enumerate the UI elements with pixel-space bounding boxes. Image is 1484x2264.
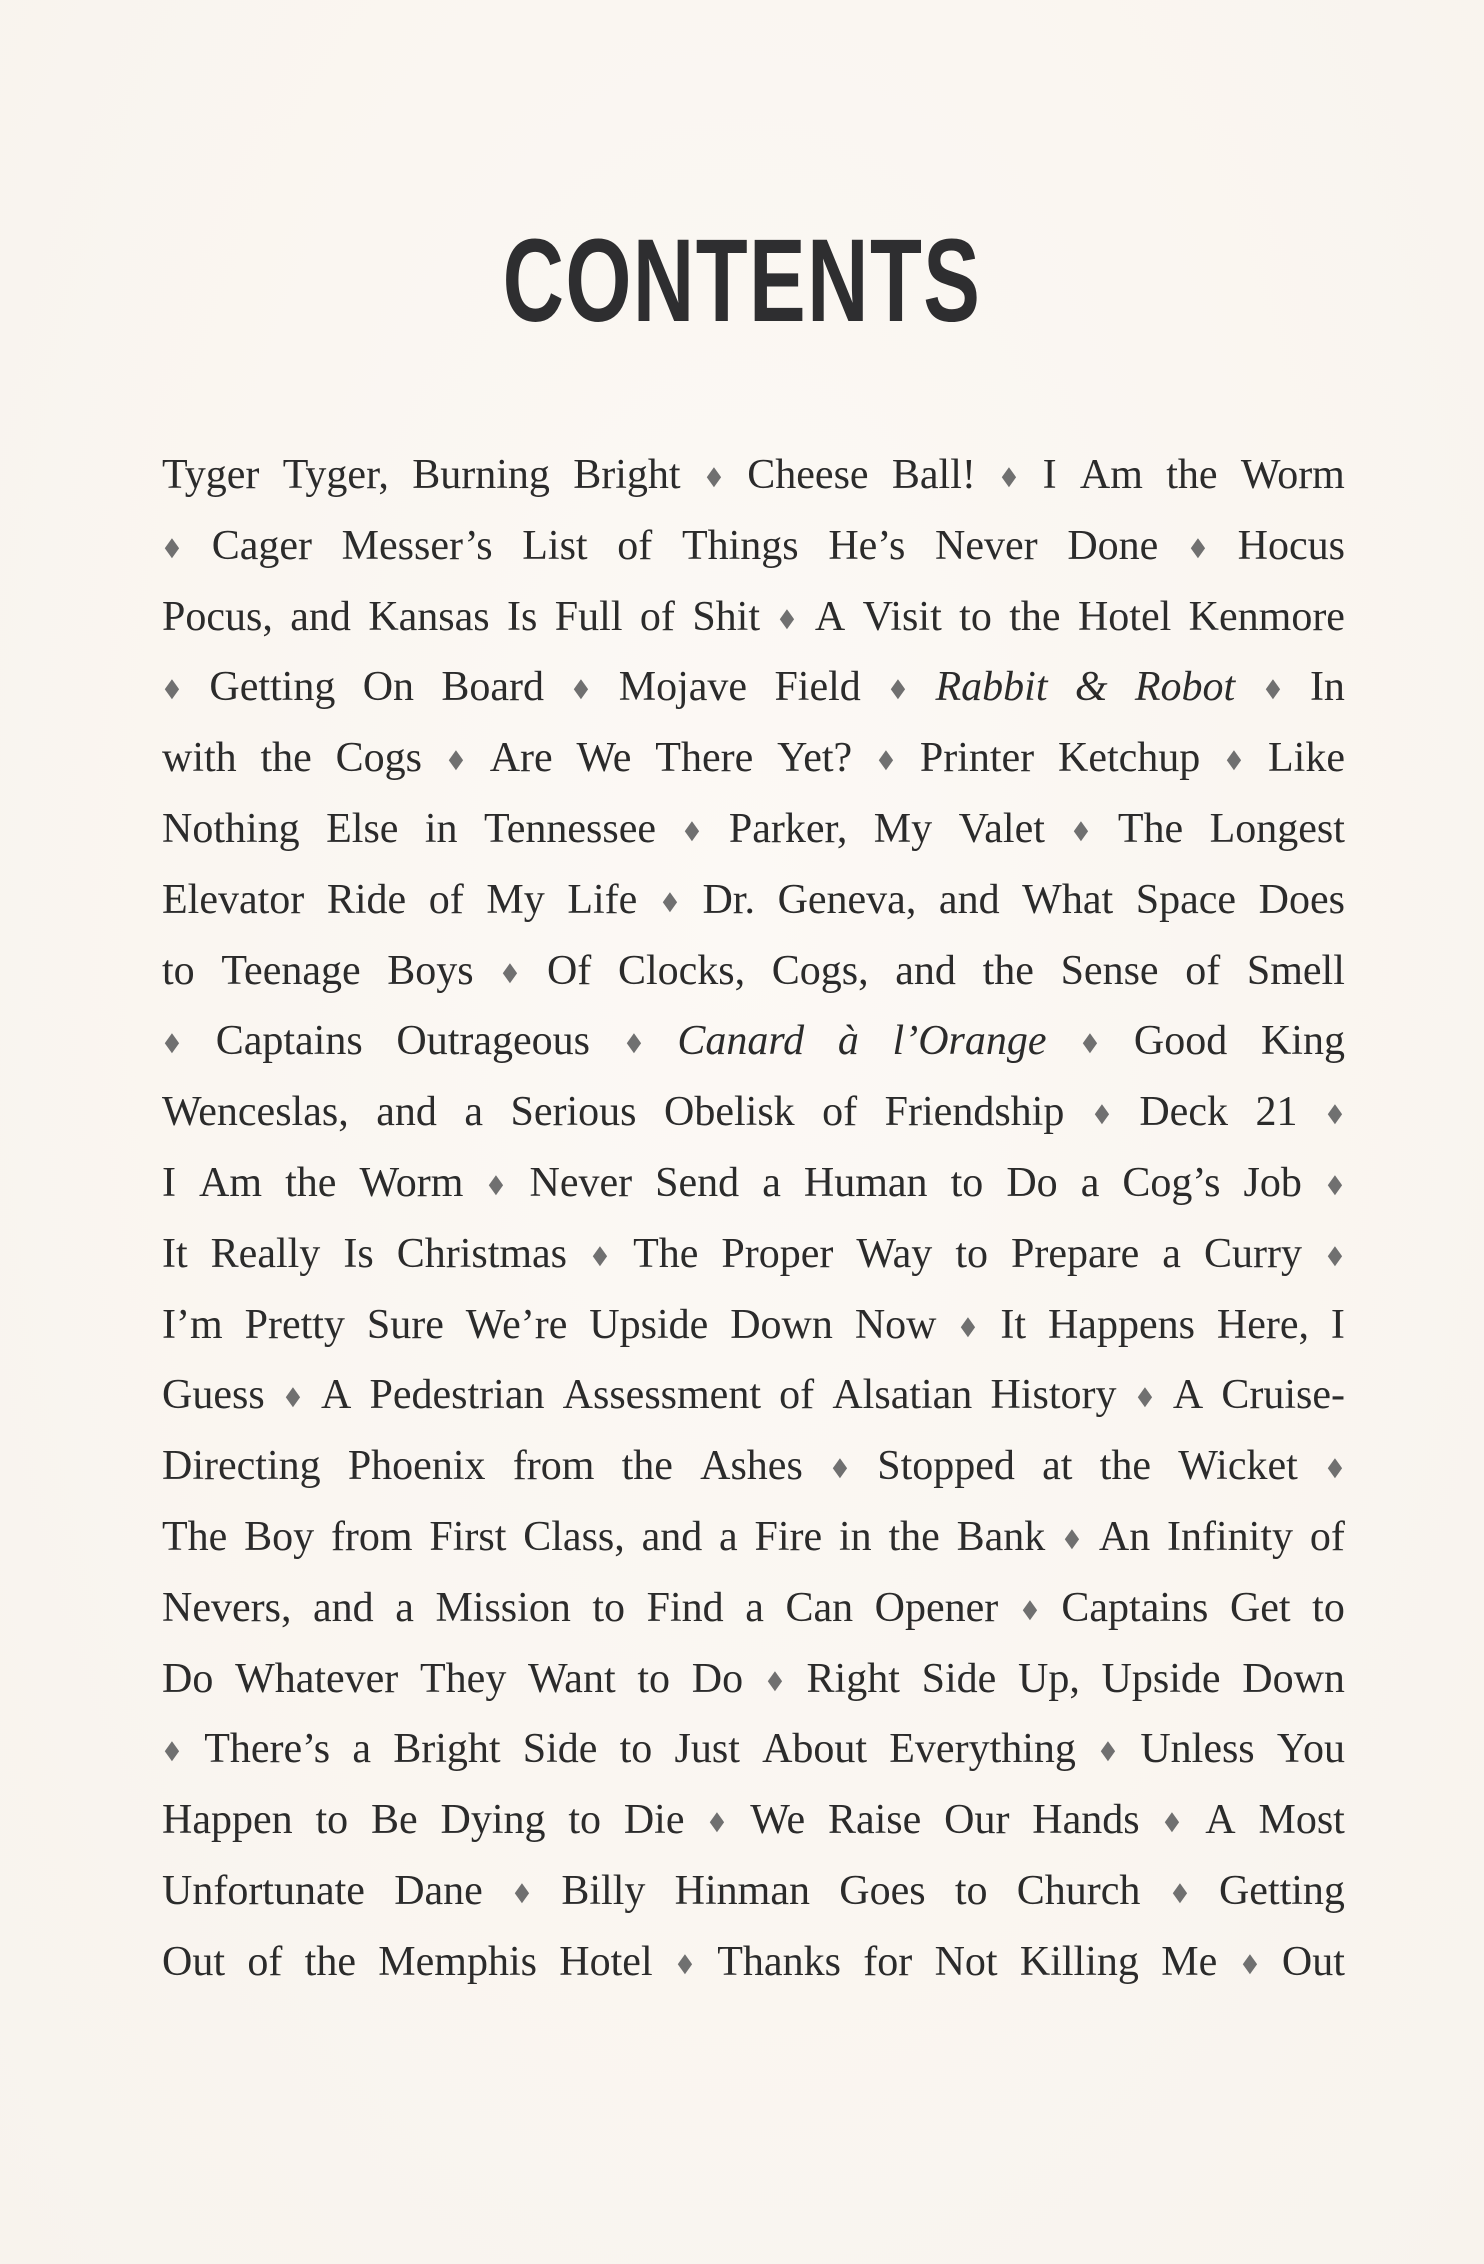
chapter-title-word: Does (1258, 876, 1345, 923)
chapter-title-word: Printer (919, 735, 1035, 782)
contents-line (162, 1431, 1345, 1502)
chapter-title-word: Send (655, 1159, 740, 1206)
diamond-separator-icon: ◆ (1226, 744, 1242, 774)
contents-line (162, 440, 1345, 511)
chapter-title-word: History (990, 1372, 1117, 1419)
diamond-separator-icon: ◆ (767, 1664, 782, 1694)
chapter-title-word: We (750, 1797, 806, 1844)
chapter-title-word: Guess (162, 1372, 265, 1419)
diamond-separator-icon: ◆ (1100, 1735, 1116, 1765)
chapter-title-word: Clocks, (617, 947, 746, 994)
chapter-title-word: Are (489, 735, 553, 782)
chapter-title-word: Yet? (777, 735, 853, 782)
chapter-title-word: There’s (204, 1726, 331, 1773)
contents-line (162, 1077, 1345, 1148)
chapter-title-word: Hands (1032, 1797, 1140, 1844)
chapter-title-word: Boy (244, 1513, 315, 1560)
diamond-separator-icon: ◆ (662, 885, 678, 915)
chapter-title-word: Me (1161, 1938, 1218, 1985)
chapter-title-word: Dane (394, 1867, 483, 1914)
chapter-title-word: of (779, 1372, 815, 1419)
chapter-title-word: the (1166, 452, 1218, 498)
chapter-title-word: of (822, 1089, 858, 1136)
chapter-title-word: Do (1006, 1159, 1058, 1206)
diamond-separator-icon: ◆ (626, 1027, 641, 1057)
chapter-title-word: Hotel (1077, 593, 1172, 640)
chapter-title-word: Else (326, 805, 399, 852)
chapter-title-word: to (619, 1726, 653, 1773)
chapter-title-word: An (1098, 1513, 1151, 1560)
chapter-title-word: There (655, 735, 754, 782)
diamond-separator-icon: ◆ (1064, 1522, 1080, 1552)
chapter-title-word: Elevator (162, 876, 305, 923)
diamond-separator-icon: ◆ (878, 744, 894, 774)
chapter-title-word: Am (199, 1159, 263, 1206)
chapter-title-word: the (1099, 1443, 1151, 1490)
chapter-title-word: Cager (211, 522, 312, 569)
chapter-title-word: Dying (440, 1797, 546, 1844)
chapter-title-word: the (304, 1938, 356, 1985)
chapter-title-word: Opener (874, 1584, 999, 1631)
chapter-title-word: Getting (209, 664, 336, 711)
chapter-title-word: A (1172, 1372, 1204, 1419)
diamond-separator-icon: ◆ (1190, 531, 1206, 561)
chapter-title-word: On (362, 664, 415, 711)
chapter-title-word: to (959, 593, 992, 640)
diamond-separator-icon: ◆ (503, 956, 518, 986)
diamond-separator-icon: ◆ (164, 531, 180, 561)
chapter-title-word: We’re (465, 1301, 568, 1348)
chapter-title-word: Kenmore (1188, 593, 1345, 640)
chapter-title-word: Upside (1101, 1655, 1221, 1702)
chapter-title-word: Ride (326, 876, 407, 923)
chapter-title-word: He’s (828, 522, 906, 569)
chapter-title-word: Getting (1218, 1867, 1345, 1914)
contents-line (162, 511, 1345, 582)
chapter-title-word: A (1205, 1797, 1236, 1844)
chapter-title-word: Captains (215, 1018, 363, 1065)
chapter-title-word: Space (1135, 876, 1237, 923)
diamond-separator-icon: ◆ (285, 1381, 301, 1411)
chapter-title-word: the (621, 1443, 673, 1490)
chapter-title-word: a (352, 1726, 372, 1773)
chapter-title-word: Wenceslas, (162, 1089, 349, 1136)
chapter-title-word: Am (1079, 452, 1143, 498)
chapter-title-word: Tennessee (484, 805, 656, 852)
chapter-title-word: Teenage (221, 947, 361, 994)
chapter-title-word: Tyger (162, 452, 260, 498)
chapter-title-word: Sense (1060, 947, 1159, 994)
chapter-title-word: Friendship (884, 1089, 1065, 1136)
chapter-title-word: Church (1016, 1867, 1141, 1914)
contents-line (162, 1006, 1345, 1077)
chapter-title-word: Memphis (378, 1938, 537, 1985)
chapter-title-word: Pretty (244, 1301, 345, 1348)
chapter-title-word: In (1309, 664, 1345, 711)
diamond-separator-icon: ◆ (832, 1452, 848, 1482)
chapter-title-word: The (1117, 805, 1184, 852)
contents-line (162, 1219, 1345, 1290)
chapter-title-word: Most (1258, 1797, 1345, 1844)
chapter-title-word: Now (854, 1301, 937, 1348)
chapter-title-word: Directing (162, 1443, 321, 1490)
chapter-title-word: It (1000, 1301, 1027, 1348)
chapter-title-word: Nothing (162, 805, 300, 852)
chapter-title-word: of (617, 522, 653, 569)
chapter-title-word: Shit (692, 593, 761, 640)
chapter-title-word: to (568, 1797, 601, 1844)
chapter-title-word: List (522, 522, 588, 569)
chapter-title-word: Up, (1017, 1655, 1080, 1702)
chapter-title-word: a (1162, 1230, 1181, 1277)
contents-list (162, 440, 1345, 1998)
chapter-title-word: Job (1243, 1159, 1302, 1206)
chapter-title-word: a (395, 1584, 414, 1631)
chapter-title-word: for (863, 1938, 913, 1985)
diamond-separator-icon: ◆ (1022, 1593, 1038, 1623)
chapter-title-word: and (895, 947, 956, 994)
chapter-title-word: Unless (1140, 1726, 1255, 1773)
chapter-title-word: Outrageous (396, 1018, 590, 1065)
chapter-title-word: I’m (162, 1301, 223, 1348)
chapter-title-word: Do (162, 1655, 214, 1702)
chapter-title-word: Side (921, 1655, 997, 1702)
chapter-title-word: a (762, 1159, 781, 1206)
chapter-title-word: Never (935, 522, 1038, 569)
chapter-title-word: Hinman (674, 1867, 810, 1914)
chapter-title-word: Prepare (1011, 1230, 1140, 1277)
chapter-title-word: Bright (393, 1726, 501, 1773)
chapter-title-word: Out (162, 1938, 225, 1985)
chapter-title-word: the (260, 735, 312, 782)
chapter-title-word: I (1330, 1301, 1345, 1348)
chapter-title-word: Happens (1047, 1301, 1195, 1348)
diamond-separator-icon: ◆ (1083, 1027, 1098, 1057)
chapter-title-word: Upside (589, 1301, 709, 1348)
chapter-title-word: Bank (956, 1513, 1046, 1560)
chapter-title-word: Nevers, (162, 1584, 292, 1631)
chapter-title-word: Life (567, 876, 638, 923)
chapter-title-word: Robot (1134, 664, 1236, 711)
chapter-title-word: Field (774, 664, 861, 711)
chapter-title-word: Burning (412, 452, 550, 498)
chapter-title-word: Whatever (235, 1655, 399, 1702)
chapter-title-word: They (420, 1655, 507, 1702)
chapter-title-word: to (637, 1655, 671, 1702)
chapter-title-word: Alsatian (832, 1372, 973, 1419)
chapter-title-word: Infinity (1167, 1513, 1294, 1560)
chapter-title-word: to (1312, 1584, 1345, 1631)
chapter-title-word: Never (529, 1159, 633, 1206)
chapter-title-word: Down (730, 1301, 833, 1348)
chapter-title-word: A (321, 1372, 352, 1419)
chapter-title-word: Cruise- (1221, 1372, 1345, 1419)
diamond-separator-icon: ◆ (1002, 461, 1017, 490)
chapter-title-word: Ketchup (1058, 735, 1201, 782)
chapter-title-word: with (162, 735, 237, 782)
chapter-title-word: Full (554, 593, 623, 640)
chapter-title-word: Visit (862, 593, 942, 640)
chapter-title-word: Can (785, 1584, 854, 1631)
chapter-title-word: About (762, 1726, 868, 1773)
chapter-title-word: Killing (1019, 1938, 1139, 1985)
diamond-separator-icon: ◆ (677, 1947, 693, 1977)
chapter-title-word: a (719, 1513, 738, 1560)
chapter-title-word: a (1080, 1159, 1100, 1206)
chapter-title-word: Things (681, 522, 799, 569)
chapter-title-word: First (429, 1513, 507, 1560)
chapter-title-word: Mojave (618, 664, 748, 711)
chapter-title-word: & (1074, 664, 1108, 711)
chapter-title-word: Cogs, (771, 947, 869, 994)
chapter-title-word: Is (507, 593, 538, 640)
chapter-title-word: Longest (1209, 805, 1345, 852)
chapter-title-word: Here, (1216, 1301, 1309, 1348)
contents-line (162, 1927, 1345, 1998)
chapter-title-word: a (745, 1584, 764, 1631)
diamond-separator-icon: ◆ (890, 673, 906, 703)
chapter-title-word: Hotel (559, 1938, 653, 1985)
chapter-title-word: Sure (366, 1301, 444, 1348)
chapter-title-word: Proper (721, 1230, 834, 1277)
chapter-title-word: Assessment (562, 1372, 761, 1419)
chapter-title-word: Phoenix (347, 1443, 486, 1490)
diamond-separator-icon: ◆ (164, 1027, 180, 1057)
chapter-title-word: Tyger, (282, 452, 389, 498)
diamond-separator-icon: ◆ (448, 744, 464, 774)
chapter-title-word: the (1009, 593, 1061, 640)
chapter-title-word: What (1022, 876, 1114, 923)
chapter-title-word: Fire (754, 1513, 823, 1560)
chapter-title-word: Want (528, 1655, 616, 1702)
chapter-title-word: from (330, 1513, 413, 1560)
chapter-title-word: Serious (510, 1089, 637, 1136)
chapter-title-word: Wicket (1178, 1443, 1298, 1490)
chapter-title-word: Ball! (891, 452, 976, 498)
contents-line (162, 582, 1345, 653)
chapter-title-word: Pedestrian (369, 1372, 545, 1419)
chapter-title-word: Our (944, 1797, 1010, 1844)
chapter-title-word: The (633, 1230, 699, 1277)
chapter-title-word: of (1185, 947, 1221, 994)
chapter-title-word: to (162, 947, 195, 994)
chapter-title-word: King (1260, 1018, 1345, 1065)
chapter-title-word: and (290, 593, 351, 640)
chapter-title-word: of (1309, 1513, 1345, 1560)
chapter-title-word: Canard (677, 1018, 805, 1065)
chapter-title-word: Billy (561, 1867, 646, 1914)
chapter-title-word: Boys (387, 947, 474, 994)
chapter-title-word: Like (1268, 735, 1345, 782)
contents-line (162, 723, 1345, 794)
chapter-title-word: at (1042, 1443, 1073, 1490)
chapter-title-word: Ashes (700, 1443, 803, 1490)
diamond-separator-icon: ◆ (164, 673, 180, 703)
contents-line (162, 1290, 1345, 1361)
chapter-title-word: Dr. (702, 876, 755, 923)
chapter-title-word: Raise (827, 1797, 922, 1844)
chapter-title-word: Everything (889, 1726, 1076, 1773)
contents-line (162, 865, 1345, 936)
chapter-title-word: Happen (162, 1797, 293, 1844)
contents-line (162, 1573, 1345, 1644)
diamond-separator-icon: ◆ (1094, 1098, 1110, 1128)
chapter-title-word: from (512, 1443, 595, 1490)
chapter-title-word: Cogs (335, 735, 423, 782)
chapter-title-word: You (1276, 1726, 1345, 1773)
chapter-title-word: Human (803, 1159, 928, 1206)
chapter-title-word: My (486, 876, 545, 923)
chapter-title-word: to (955, 1230, 988, 1277)
chapter-title-word: I (162, 1159, 176, 1206)
page-title: CONTENTS (502, 215, 982, 347)
chapter-title-word: Die (623, 1797, 685, 1844)
diamond-separator-icon: ◆ (1242, 1947, 1257, 1977)
chapter-title-word: and (313, 1584, 374, 1631)
chapter-title-word: Valet (958, 805, 1045, 852)
chapter-title-word: Of (546, 947, 592, 994)
chapter-title-word: of (428, 876, 464, 923)
chapter-title-word: Christmas (396, 1230, 568, 1277)
chapter-title-word: Cheese (747, 452, 869, 498)
contents-line (162, 1502, 1345, 1573)
chapter-title-word: Get (1229, 1584, 1291, 1631)
diamond-separator-icon: ◆ (514, 1876, 530, 1906)
chapter-title-word: and (376, 1089, 437, 1136)
diamond-separator-icon: ◆ (706, 461, 722, 490)
chapter-title-word: Hocus (1237, 522, 1345, 569)
contents-line (162, 1360, 1345, 1431)
chapter-title-word: Way (856, 1230, 933, 1277)
diamond-separator-icon: ◆ (1074, 814, 1089, 844)
chapter-title-word: to (592, 1584, 626, 1631)
diamond-separator-icon: ◆ (1172, 1876, 1187, 1906)
contents-line (162, 1785, 1345, 1856)
contents-line (162, 1148, 1345, 1219)
chapter-title-word: Goes (839, 1867, 926, 1914)
chapter-title-word: Rabbit (935, 664, 1048, 711)
chapter-title-word: and (938, 876, 1000, 923)
chapter-title-word: Just (674, 1726, 740, 1773)
contents-line (162, 652, 1345, 723)
chapter-title-word: Board (441, 664, 545, 711)
contents-line (162, 936, 1345, 1007)
chapter-title-word: Smell (1246, 947, 1345, 994)
chapter-title-word: the (982, 947, 1034, 994)
diamond-separator-icon: ◆ (710, 1806, 725, 1836)
chapter-title-word: It (162, 1230, 188, 1277)
chapter-title-word: to (950, 1159, 984, 1206)
chapter-title-word: My (873, 805, 933, 852)
contents-line (162, 1644, 1345, 1715)
diamond-separator-icon: ◆ (1327, 1098, 1343, 1128)
chapter-title-word: in (838, 1513, 872, 1560)
chapter-title-word: Pocus, (162, 593, 273, 640)
chapter-title-word: Is (343, 1230, 374, 1277)
chapter-title-word: 21 (1255, 1089, 1298, 1136)
diamond-separator-icon: ◆ (1137, 1381, 1152, 1411)
chapter-title-word: l’Orange (892, 1018, 1047, 1065)
chapter-title-word: Mission (435, 1584, 571, 1631)
chapter-title-word: Messer’s (341, 522, 493, 569)
diamond-separator-icon: ◆ (685, 814, 700, 844)
diamond-separator-icon: ◆ (489, 1168, 504, 1198)
chapter-title-word: Right (806, 1655, 900, 1702)
contents-line (162, 1714, 1345, 1785)
chapter-title-word: à (837, 1018, 859, 1065)
diamond-separator-icon: ◆ (1327, 1452, 1343, 1482)
chapter-title-word: in (424, 805, 458, 852)
chapter-title-word: Worm (1240, 452, 1345, 498)
chapter-title-word: Class, (523, 1513, 625, 1560)
chapter-title-word: Bright (573, 452, 681, 498)
chapter-title-word: We (576, 735, 632, 782)
chapter-title-word: Out (1281, 1938, 1345, 1985)
diamond-separator-icon: ◆ (961, 1310, 976, 1340)
diamond-separator-icon: ◆ (164, 1735, 180, 1765)
diamond-separator-icon: ◆ (1165, 1806, 1180, 1836)
diamond-separator-icon: ◆ (1327, 1239, 1343, 1269)
chapter-title-word: of (639, 593, 675, 640)
diamond-separator-icon: ◆ (1327, 1168, 1343, 1198)
chapter-title-word: Parker, (728, 805, 848, 852)
chapter-title-word: The (162, 1513, 228, 1560)
chapter-title-word: Captains (1061, 1584, 1209, 1631)
diamond-separator-icon: ◆ (780, 602, 795, 632)
chapter-title-word: Unfortunate (162, 1867, 365, 1914)
contents-line (162, 1856, 1345, 1927)
chapter-title-word: the (888, 1513, 940, 1560)
chapter-title-word: Curry (1203, 1230, 1302, 1277)
chapter-title-word: Good (1133, 1018, 1228, 1065)
diamond-separator-icon: ◆ (1265, 673, 1280, 703)
chapter-title-word: Kansas (368, 593, 490, 640)
chapter-title-word: to (315, 1797, 349, 1844)
chapter-title-word: of (247, 1938, 283, 1985)
chapter-title-word: Down (1242, 1655, 1345, 1702)
chapter-title-word: Find (646, 1584, 724, 1631)
chapter-title-word: Be (370, 1797, 418, 1844)
chapter-title-word: Geneva, (777, 876, 917, 923)
diamond-separator-icon: ◆ (574, 673, 589, 703)
chapter-title-word: I (1042, 452, 1057, 498)
chapter-title-word: Worm (359, 1159, 464, 1206)
chapter-title-word: Deck (1139, 1089, 1228, 1136)
diamond-separator-icon: ◆ (592, 1239, 608, 1269)
chapter-title-word: to (954, 1867, 988, 1914)
chapter-title-word: Not (934, 1938, 998, 1985)
chapter-title-word: A (814, 593, 846, 640)
chapter-title-word: Really (210, 1230, 321, 1277)
chapter-title-word: a (464, 1089, 484, 1136)
chapter-title-word: and (641, 1513, 703, 1560)
contents-line (162, 794, 1345, 865)
chapter-title-word: Done (1067, 522, 1159, 569)
chapter-title-word: Thanks (717, 1938, 841, 1985)
chapter-title-word: Side (522, 1726, 598, 1773)
chapter-title-word: Do (691, 1655, 744, 1702)
chapter-title-word: Cog’s (1122, 1159, 1221, 1206)
chapter-title-word: Stopped (877, 1443, 1015, 1490)
chapter-title-word: Obelisk (664, 1089, 795, 1136)
chapter-title-word: the (285, 1159, 337, 1206)
